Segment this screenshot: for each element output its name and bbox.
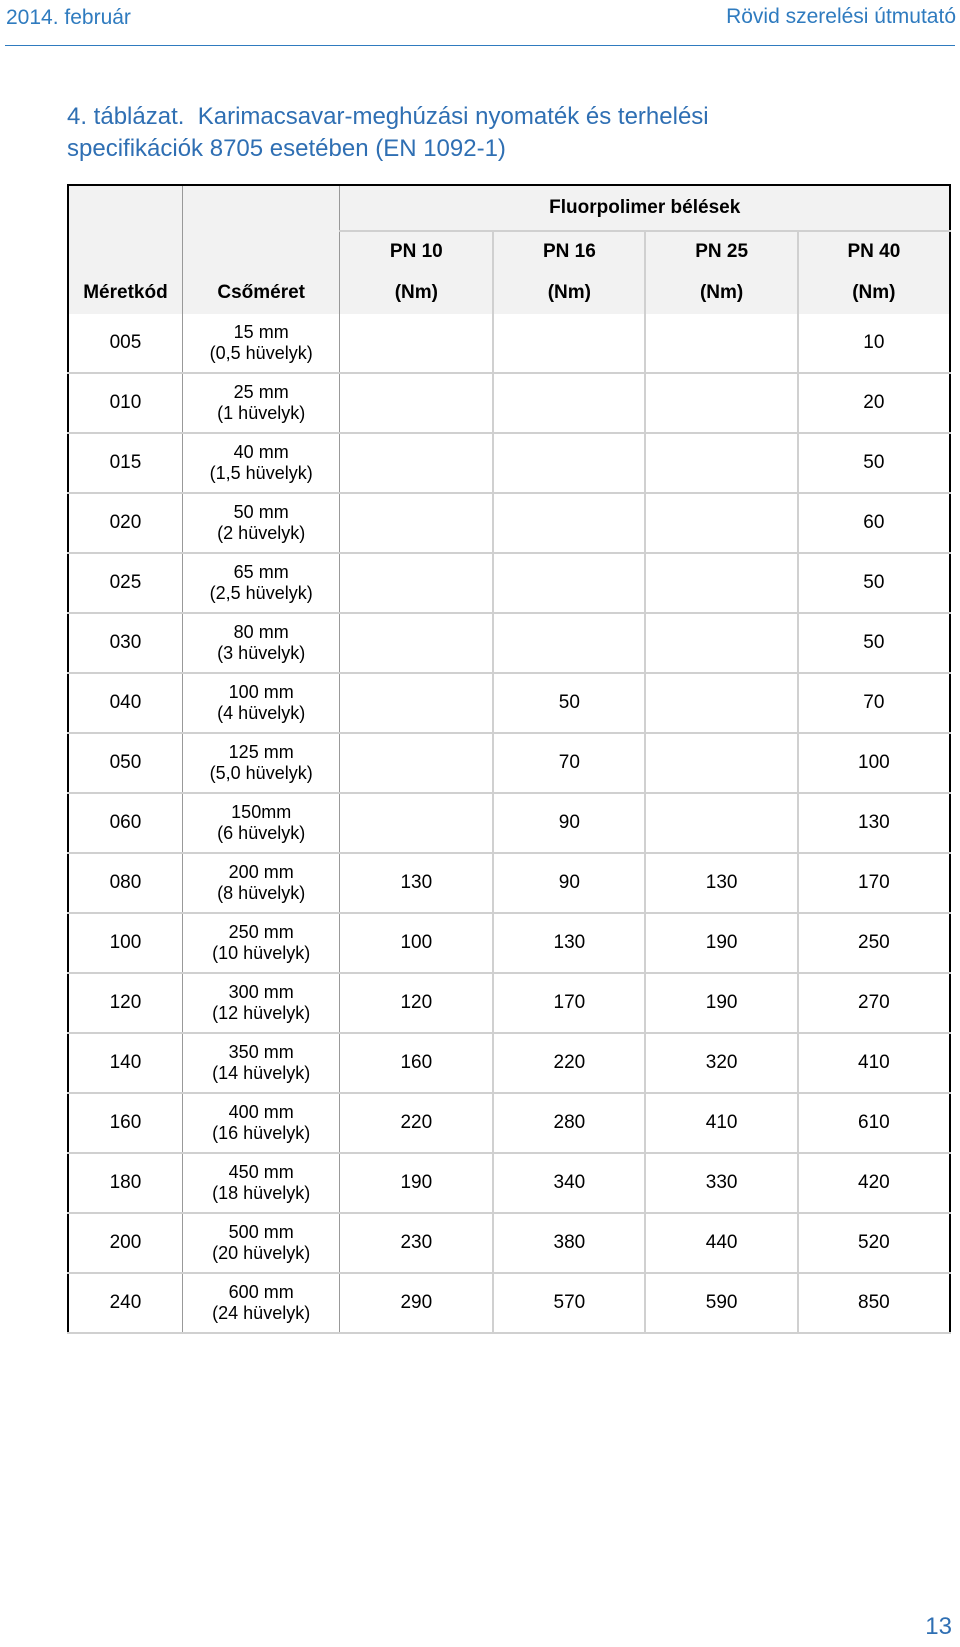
cell-meretkod: 100 [68, 913, 182, 973]
cell-csomeret [182, 973, 340, 1033]
pipe-size-mm: 500 mm [228, 1222, 294, 1242]
cell-meretkod: 080 [68, 853, 182, 913]
cell-meretkod: 015 [68, 433, 182, 493]
unit-pn25: (Nm) [645, 271, 797, 314]
cell-pn25: 320 [645, 1033, 797, 1093]
cell-pn25: 410 [645, 1093, 797, 1153]
cell-meretkod: 120 [68, 973, 182, 1033]
cell-csomeret [182, 314, 340, 373]
cell-pn10: 160 [340, 1033, 493, 1093]
pipe-size-inch: (14 hüvelyk) [212, 1063, 311, 1083]
cell-meretkod: 240 [68, 1273, 182, 1333]
table-row [68, 433, 950, 493]
cell-pn16: 280 [493, 1093, 645, 1153]
cell-pn40: 50 [798, 613, 950, 673]
table-row [68, 853, 950, 913]
cell-pn10: 100 [340, 913, 493, 973]
cell-pn40: 60 [798, 493, 950, 553]
table-row [68, 673, 950, 733]
cell-meretkod: 030 [68, 613, 182, 673]
pipe-size-inch: (3 hüvelyk) [217, 643, 306, 663]
cell-pn10: 220 [340, 1093, 493, 1153]
cell-pn40: 420 [798, 1153, 950, 1213]
pipe-size-inch: (20 hüvelyk) [212, 1243, 311, 1263]
cell-pn25 [645, 673, 797, 733]
cell-meretkod: 040 [68, 673, 182, 733]
table-row [68, 314, 950, 373]
cell-pn25 [645, 553, 797, 613]
cell-pn40: 520 [798, 1213, 950, 1273]
cell-csomeret [182, 613, 340, 673]
cell-csomeret [182, 493, 340, 553]
cell-pn25: 440 [645, 1213, 797, 1273]
cell-pn25 [645, 733, 797, 793]
cell-pn40: 100 [798, 733, 950, 793]
table-body [68, 314, 950, 1333]
cell-pn16: 170 [493, 973, 645, 1033]
cell-pn16: 340 [493, 1153, 645, 1213]
pipe-size-mm: 65 mm [233, 562, 289, 582]
cell-pn40: 10 [798, 314, 950, 373]
cell-csomeret [182, 1273, 340, 1333]
table-row [68, 733, 950, 793]
table-row [68, 1213, 950, 1273]
cell-pn16 [493, 493, 645, 553]
cell-csomeret [182, 853, 340, 913]
cell-pn25: 190 [645, 913, 797, 973]
cell-pn10 [340, 433, 493, 493]
cell-csomeret [182, 673, 340, 733]
cell-pn25 [645, 613, 797, 673]
table-row [68, 913, 950, 973]
table-row [68, 1273, 950, 1333]
cell-pn16: 220 [493, 1033, 645, 1093]
cell-pn10 [340, 733, 493, 793]
cell-pn40: 850 [798, 1273, 950, 1333]
cell-pn16: 130 [493, 913, 645, 973]
pipe-size-inch: (1 hüvelyk) [217, 403, 306, 423]
table-header [68, 185, 950, 314]
cell-pn16 [493, 433, 645, 493]
cell-pn10 [340, 673, 493, 733]
cell-pn10 [340, 793, 493, 853]
pipe-size-mm: 25 mm [233, 382, 289, 402]
cell-pn10: 120 [340, 973, 493, 1033]
cell-pn10 [340, 493, 493, 553]
pipe-size-inch: (16 hüvelyk) [212, 1123, 311, 1143]
cell-pn40: 50 [798, 553, 950, 613]
header-meretkod: Méretkód [68, 271, 182, 314]
pipe-size-mm: 80 mm [233, 622, 289, 642]
cell-pn40: 130 [798, 793, 950, 853]
pipe-size-inch: (4 hüvelyk) [217, 703, 306, 723]
cell-pn10 [340, 314, 493, 373]
table-caption [67, 101, 927, 165]
cell-pn10 [340, 613, 493, 673]
table-row [68, 553, 950, 613]
cell-pn40: 250 [798, 913, 950, 973]
cell-meretkod: 200 [68, 1213, 182, 1273]
table-row [68, 373, 950, 433]
cell-pn25: 590 [645, 1273, 797, 1333]
cell-csomeret [182, 913, 340, 973]
header-csomeret: Csőméret [182, 271, 340, 314]
header-title: Rövid szerelési útmutató [726, 5, 956, 28]
cell-pn16: 380 [493, 1213, 645, 1273]
unit-pn16: (Nm) [493, 271, 645, 314]
caption-line-2: specifikációk 8705 esetében (EN 1092-1) [67, 135, 506, 162]
header-pn16: PN 16 [493, 231, 645, 271]
cell-pn16 [493, 553, 645, 613]
cell-pn40: 610 [798, 1093, 950, 1153]
cell-csomeret [182, 1093, 340, 1153]
pipe-size-mm: 450 mm [228, 1162, 294, 1182]
table-row [68, 1153, 950, 1213]
pipe-size-mm: 350 mm [228, 1042, 294, 1062]
pipe-size-mm: 250 mm [228, 922, 294, 942]
cell-pn16: 570 [493, 1273, 645, 1333]
cell-pn25 [645, 314, 797, 373]
group-header: Fluorpolimer bélések [340, 185, 950, 231]
pipe-size-mm: 300 mm [228, 982, 294, 1002]
cell-pn16: 90 [493, 793, 645, 853]
cell-pn10 [340, 553, 493, 613]
header-date: 2014. február [6, 6, 131, 29]
cell-meretkod: 140 [68, 1033, 182, 1093]
cell-pn25 [645, 793, 797, 853]
cell-meretkod: 160 [68, 1093, 182, 1153]
pipe-size-inch: (24 hüvelyk) [212, 1303, 311, 1323]
cell-pn40: 270 [798, 973, 950, 1033]
pipe-size-mm: 40 mm [233, 442, 289, 462]
cell-pn16 [493, 373, 645, 433]
cell-pn25: 190 [645, 973, 797, 1033]
pipe-size-inch: (5,0 hüvelyk) [209, 763, 313, 783]
cell-pn40: 410 [798, 1033, 950, 1093]
cell-pn16 [493, 613, 645, 673]
cell-pn40: 50 [798, 433, 950, 493]
header-pn10: PN 10 [340, 231, 493, 271]
table-row [68, 493, 950, 553]
cell-pn10: 130 [340, 853, 493, 913]
cell-meretkod: 025 [68, 553, 182, 613]
cell-csomeret [182, 1153, 340, 1213]
table-row [68, 793, 950, 853]
cell-meretkod: 060 [68, 793, 182, 853]
cell-meretkod: 020 [68, 493, 182, 553]
cell-meretkod: 180 [68, 1153, 182, 1213]
table-row [68, 1033, 950, 1093]
cell-csomeret [182, 793, 340, 853]
cell-csomeret [182, 1213, 340, 1273]
header-divider [5, 45, 955, 46]
cell-csomeret [182, 373, 340, 433]
cell-pn16 [493, 314, 645, 373]
pipe-size-inch: (0,5 hüvelyk) [209, 343, 313, 363]
cell-pn40: 170 [798, 853, 950, 913]
pipe-size-inch: (8 hüvelyk) [217, 883, 306, 903]
table-row [68, 973, 950, 1033]
pipe-size-mm: 100 mm [228, 682, 294, 702]
cell-pn40: 70 [798, 673, 950, 733]
table-row [68, 1093, 950, 1153]
cell-pn25: 330 [645, 1153, 797, 1213]
cell-pn40: 20 [798, 373, 950, 433]
header-pn40: PN 40 [798, 231, 950, 271]
cell-pn25: 130 [645, 853, 797, 913]
pipe-size-mm: 400 mm [228, 1102, 294, 1122]
pipe-size-mm: 150mm [231, 802, 292, 822]
cell-pn25 [645, 373, 797, 433]
pipe-size-inch: (18 hüvelyk) [212, 1183, 311, 1203]
torque-spec-table [67, 184, 951, 1334]
pipe-size-mm: 200 mm [228, 862, 294, 882]
pipe-size-inch: (1,5 hüvelyk) [209, 463, 313, 483]
cell-pn16: 90 [493, 853, 645, 913]
pipe-size-inch: (2 hüvelyk) [217, 523, 306, 543]
cell-pn25 [645, 433, 797, 493]
pipe-size-mm: 50 mm [233, 502, 289, 522]
cell-pn10: 230 [340, 1213, 493, 1273]
pipe-size-inch: (12 hüvelyk) [212, 1003, 311, 1023]
pipe-size-inch: (10 hüvelyk) [212, 943, 311, 963]
cell-csomeret [182, 1033, 340, 1093]
cell-csomeret [182, 733, 340, 793]
cell-pn10: 190 [340, 1153, 493, 1213]
unit-pn10: (Nm) [340, 271, 493, 314]
cell-meretkod: 005 [68, 314, 182, 373]
pipe-size-mm: 125 mm [228, 742, 294, 762]
cell-pn16: 50 [493, 673, 645, 733]
cell-pn10: 290 [340, 1273, 493, 1333]
cell-pn25 [645, 493, 797, 553]
unit-pn40: (Nm) [798, 271, 950, 314]
caption-line-1: 4. táblázat. Karimacsavar-meghúzási nyomaték és terhelési [67, 103, 709, 130]
header-pn25: PN 25 [645, 231, 797, 271]
pipe-size-mm: 15 mm [233, 322, 289, 342]
cell-pn10 [340, 373, 493, 433]
cell-meretkod: 010 [68, 373, 182, 433]
pipe-size-mm: 600 mm [228, 1282, 294, 1302]
cell-csomeret [182, 433, 340, 493]
cell-meretkod: 050 [68, 733, 182, 793]
pipe-size-inch: (2,5 hüvelyk) [209, 583, 313, 603]
cell-pn16: 70 [493, 733, 645, 793]
pipe-size-inch: (6 hüvelyk) [217, 823, 306, 843]
page-number: 13 [925, 1613, 952, 1640]
cell-csomeret [182, 553, 340, 613]
table-row [68, 613, 950, 673]
